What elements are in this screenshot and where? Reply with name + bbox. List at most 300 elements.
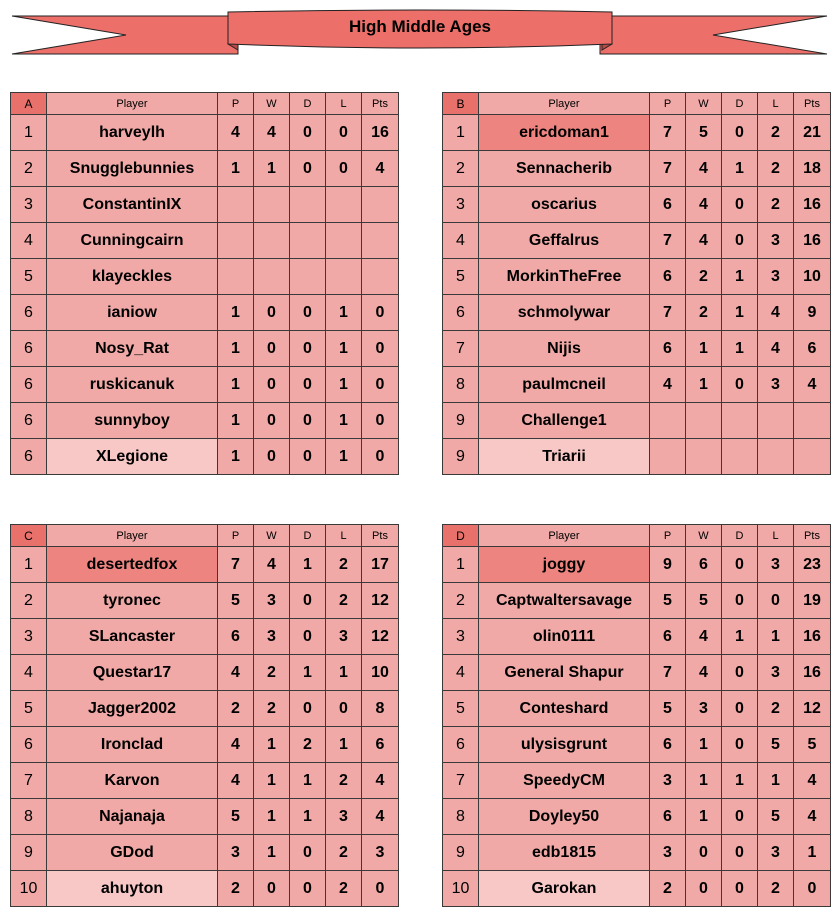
col-w: W <box>254 93 290 115</box>
row-w: 4 <box>686 187 722 223</box>
row-player: Najanaja <box>47 799 218 835</box>
row-p <box>650 403 686 439</box>
row-p: 1 <box>218 331 254 367</box>
col-player: Player <box>47 93 218 115</box>
table-row <box>443 547 831 583</box>
row-l: 0 <box>758 583 794 619</box>
row-w: 3 <box>686 691 722 727</box>
table-row <box>443 331 831 367</box>
row-w <box>686 403 722 439</box>
col-player: Player <box>47 525 218 547</box>
row-pos: 4 <box>443 223 479 259</box>
row-l <box>758 439 794 475</box>
row-pts: 0 <box>362 871 399 907</box>
col-pts: Pts <box>362 93 399 115</box>
row-pos: 1 <box>11 547 47 583</box>
row-l: 1 <box>758 619 794 655</box>
row-player: Ironclad <box>47 727 218 763</box>
row-pts: 4 <box>362 763 399 799</box>
row-w: 2 <box>254 691 290 727</box>
row-pos: 9 <box>11 835 47 871</box>
row-pos: 6 <box>11 331 47 367</box>
group-d-table <box>442 524 831 907</box>
col-pts: Pts <box>794 525 831 547</box>
row-player: ericdoman1 <box>479 115 650 151</box>
row-p: 5 <box>218 583 254 619</box>
row-l: 3 <box>758 655 794 691</box>
row-p: 4 <box>218 655 254 691</box>
row-pos: 6 <box>11 727 47 763</box>
row-l: 5 <box>758 799 794 835</box>
table-row <box>11 403 399 439</box>
row-w: 3 <box>254 583 290 619</box>
table-row <box>11 763 399 799</box>
row-p: 1 <box>218 367 254 403</box>
row-d: 0 <box>290 439 326 475</box>
table-row <box>443 439 831 475</box>
row-l: 4 <box>758 331 794 367</box>
row-pts: 16 <box>794 655 831 691</box>
row-pos: 9 <box>443 835 479 871</box>
row-d: 0 <box>290 871 326 907</box>
table-row <box>11 871 399 907</box>
row-pts: 4 <box>794 799 831 835</box>
col-p: P <box>650 93 686 115</box>
row-d: 1 <box>722 295 758 331</box>
row-d: 0 <box>290 691 326 727</box>
table-row <box>443 403 831 439</box>
table-row <box>443 583 831 619</box>
row-w: 0 <box>254 403 290 439</box>
row-d: 1 <box>290 799 326 835</box>
row-w: 0 <box>254 295 290 331</box>
row-pos: 2 <box>443 151 479 187</box>
row-l: 0 <box>326 115 362 151</box>
row-l <box>326 259 362 295</box>
row-p: 6 <box>650 331 686 367</box>
row-pts: 12 <box>362 583 399 619</box>
table-row <box>443 655 831 691</box>
row-player: Sennacherib <box>479 151 650 187</box>
row-pts: 16 <box>794 223 831 259</box>
row-player: Doyley50 <box>479 799 650 835</box>
row-w: 0 <box>254 439 290 475</box>
row-w: 1 <box>686 367 722 403</box>
col-l: L <box>758 93 794 115</box>
table-row <box>443 799 831 835</box>
row-p: 7 <box>218 547 254 583</box>
row-d: 1 <box>722 331 758 367</box>
row-pts: 17 <box>362 547 399 583</box>
row-pos: 4 <box>11 223 47 259</box>
row-l: 2 <box>758 187 794 223</box>
row-d: 0 <box>290 115 326 151</box>
table-row <box>443 367 831 403</box>
group-a-table <box>10 92 399 475</box>
table-row <box>443 259 831 295</box>
row-w: 2 <box>686 295 722 331</box>
row-w: 3 <box>254 619 290 655</box>
col-l: L <box>758 525 794 547</box>
row-d: 0 <box>722 727 758 763</box>
table-row <box>11 223 399 259</box>
row-pts: 4 <box>362 799 399 835</box>
row-w: 1 <box>686 763 722 799</box>
row-l: 1 <box>326 403 362 439</box>
row-pos: 10 <box>11 871 47 907</box>
row-d: 0 <box>722 187 758 223</box>
row-p: 7 <box>650 115 686 151</box>
row-pos: 3 <box>443 187 479 223</box>
row-w: 4 <box>686 151 722 187</box>
row-pts <box>362 259 399 295</box>
row-w: 6 <box>686 547 722 583</box>
row-p: 4 <box>218 115 254 151</box>
row-d: 0 <box>290 835 326 871</box>
row-w: 1 <box>254 727 290 763</box>
row-l: 3 <box>758 259 794 295</box>
row-player: ianiow <box>47 295 218 331</box>
row-player: Karvon <box>47 763 218 799</box>
row-l: 0 <box>326 691 362 727</box>
row-player: oscarius <box>479 187 650 223</box>
row-pts: 0 <box>362 331 399 367</box>
row-w: 1 <box>254 151 290 187</box>
row-pts: 18 <box>794 151 831 187</box>
row-l: 2 <box>758 691 794 727</box>
col-d: D <box>290 93 326 115</box>
row-player: joggy <box>479 547 650 583</box>
row-d: 0 <box>290 295 326 331</box>
row-d: 2 <box>290 727 326 763</box>
row-player: Captwaltersavage <box>479 583 650 619</box>
row-l: 3 <box>326 799 362 835</box>
row-pts: 10 <box>794 259 831 295</box>
col-d: D <box>722 525 758 547</box>
row-w: 4 <box>254 115 290 151</box>
row-l: 1 <box>326 727 362 763</box>
row-d: 0 <box>722 655 758 691</box>
row-w: 0 <box>254 331 290 367</box>
row-d: 0 <box>722 115 758 151</box>
row-player: edb1815 <box>479 835 650 871</box>
row-w <box>254 259 290 295</box>
group-letter: B <box>443 93 479 115</box>
row-d: 0 <box>722 547 758 583</box>
row-p: 6 <box>650 799 686 835</box>
row-w: 1 <box>686 727 722 763</box>
table-row <box>11 295 399 331</box>
row-pts: 0 <box>362 439 399 475</box>
row-pts: 0 <box>362 295 399 331</box>
row-l <box>758 403 794 439</box>
row-d <box>290 187 326 223</box>
row-w: 1 <box>254 763 290 799</box>
header-row <box>11 93 399 115</box>
row-l: 1 <box>326 295 362 331</box>
row-w <box>686 439 722 475</box>
row-p: 4 <box>218 727 254 763</box>
col-pts: Pts <box>794 93 831 115</box>
row-d: 0 <box>290 331 326 367</box>
table-row <box>11 727 399 763</box>
row-pts: 8 <box>362 691 399 727</box>
row-player: tyronec <box>47 583 218 619</box>
row-player: General Shapur <box>479 655 650 691</box>
row-l: 3 <box>758 835 794 871</box>
table-row <box>11 619 399 655</box>
row-player: ahuyton <box>47 871 218 907</box>
row-pts: 0 <box>362 367 399 403</box>
row-pos: 1 <box>443 547 479 583</box>
row-pos: 6 <box>11 403 47 439</box>
col-d: D <box>290 525 326 547</box>
row-p: 2 <box>650 871 686 907</box>
row-w: 4 <box>686 655 722 691</box>
table-row <box>11 367 399 403</box>
row-l: 0 <box>326 151 362 187</box>
row-player: SpeedyCM <box>479 763 650 799</box>
col-w: W <box>254 525 290 547</box>
table-row <box>11 583 399 619</box>
group-letter: A <box>11 93 47 115</box>
row-w <box>254 187 290 223</box>
row-pos: 3 <box>11 187 47 223</box>
row-l: 5 <box>758 727 794 763</box>
row-d <box>290 259 326 295</box>
row-w: 0 <box>686 835 722 871</box>
row-p: 3 <box>218 835 254 871</box>
row-d <box>722 403 758 439</box>
row-pos: 3 <box>11 619 47 655</box>
row-l: 3 <box>758 367 794 403</box>
row-p: 7 <box>650 223 686 259</box>
col-p: P <box>218 93 254 115</box>
row-d <box>722 439 758 475</box>
row-p: 1 <box>218 295 254 331</box>
header-row <box>443 525 831 547</box>
row-d: 0 <box>290 367 326 403</box>
row-pos: 1 <box>11 115 47 151</box>
row-player: olin0111 <box>479 619 650 655</box>
row-d: 1 <box>722 259 758 295</box>
row-pts: 12 <box>362 619 399 655</box>
row-pts: 23 <box>794 547 831 583</box>
row-pts: 0 <box>794 871 831 907</box>
row-p: 6 <box>650 727 686 763</box>
row-d: 1 <box>290 763 326 799</box>
row-d: 0 <box>290 403 326 439</box>
row-p: 4 <box>650 367 686 403</box>
row-l: 2 <box>326 763 362 799</box>
row-p <box>218 223 254 259</box>
row-player: ruskicanuk <box>47 367 218 403</box>
row-pts <box>794 439 831 475</box>
row-l: 1 <box>758 763 794 799</box>
header-row <box>11 525 399 547</box>
row-p: 7 <box>650 655 686 691</box>
row-d: 0 <box>290 619 326 655</box>
group-c-table <box>10 524 399 907</box>
group-letter: C <box>11 525 47 547</box>
row-player: Questar17 <box>47 655 218 691</box>
col-l: L <box>326 525 362 547</box>
table-row <box>443 223 831 259</box>
row-pts: 6 <box>362 727 399 763</box>
row-player: harveylh <box>47 115 218 151</box>
row-pos: 6 <box>11 439 47 475</box>
row-player: Triarii <box>479 439 650 475</box>
row-d: 1 <box>722 763 758 799</box>
row-pos: 9 <box>443 439 479 475</box>
row-l: 2 <box>326 871 362 907</box>
row-p: 6 <box>650 187 686 223</box>
row-player: XLegione <box>47 439 218 475</box>
table-row <box>11 799 399 835</box>
row-pts: 3 <box>362 835 399 871</box>
banner-left-tail <box>12 16 238 54</box>
row-pos: 7 <box>443 763 479 799</box>
row-pos: 6 <box>11 295 47 331</box>
row-pts: 16 <box>362 115 399 151</box>
row-pts: 0 <box>362 403 399 439</box>
row-p: 4 <box>218 763 254 799</box>
row-pts: 6 <box>794 331 831 367</box>
row-l: 3 <box>326 619 362 655</box>
row-pts: 4 <box>794 367 831 403</box>
group-letter: D <box>443 525 479 547</box>
row-pos: 2 <box>11 151 47 187</box>
row-player: ConstantinIX <box>47 187 218 223</box>
row-player: Geffalrus <box>479 223 650 259</box>
col-player: Player <box>479 525 650 547</box>
row-w: 4 <box>686 223 722 259</box>
row-pts: 10 <box>362 655 399 691</box>
table-row <box>443 727 831 763</box>
table-row <box>11 187 399 223</box>
row-pos: 10 <box>443 871 479 907</box>
row-pos: 9 <box>443 403 479 439</box>
col-p: P <box>218 525 254 547</box>
row-w: 0 <box>254 871 290 907</box>
row-pos: 8 <box>443 799 479 835</box>
row-pts: 1 <box>794 835 831 871</box>
row-d <box>290 223 326 259</box>
table-row <box>443 763 831 799</box>
row-p: 3 <box>650 835 686 871</box>
row-p <box>650 439 686 475</box>
row-pts: 16 <box>794 187 831 223</box>
table-row <box>11 331 399 367</box>
row-w: 2 <box>686 259 722 295</box>
row-w: 1 <box>686 799 722 835</box>
row-l: 2 <box>326 835 362 871</box>
row-d: 1 <box>290 655 326 691</box>
row-pos: 7 <box>11 763 47 799</box>
row-pos: 6 <box>11 367 47 403</box>
row-pts: 19 <box>794 583 831 619</box>
row-d: 0 <box>722 799 758 835</box>
table-row <box>443 835 831 871</box>
row-pts <box>794 403 831 439</box>
row-d: 1 <box>722 619 758 655</box>
row-p: 1 <box>218 151 254 187</box>
row-pos: 2 <box>11 583 47 619</box>
row-pos: 4 <box>443 655 479 691</box>
col-d: D <box>722 93 758 115</box>
table-row <box>11 115 399 151</box>
row-d: 1 <box>722 151 758 187</box>
row-p: 6 <box>650 619 686 655</box>
table-row <box>11 547 399 583</box>
row-pos: 7 <box>443 331 479 367</box>
row-player: schmolywar <box>479 295 650 331</box>
row-l <box>326 223 362 259</box>
row-player: Challenge1 <box>479 403 650 439</box>
row-l: 1 <box>326 439 362 475</box>
row-player: GDod <box>47 835 218 871</box>
row-w: 1 <box>254 799 290 835</box>
row-p <box>218 187 254 223</box>
row-pos: 8 <box>443 367 479 403</box>
row-l: 2 <box>326 583 362 619</box>
row-d: 0 <box>722 223 758 259</box>
row-d: 0 <box>290 583 326 619</box>
row-p: 7 <box>650 295 686 331</box>
row-player: Conteshard <box>479 691 650 727</box>
table-row <box>11 835 399 871</box>
page-title: High Middle Ages <box>349 17 491 36</box>
row-player: sunnyboy <box>47 403 218 439</box>
table-row <box>443 295 831 331</box>
row-pos: 2 <box>443 583 479 619</box>
row-p: 1 <box>218 439 254 475</box>
row-player: klayeckles <box>47 259 218 295</box>
row-w: 0 <box>254 367 290 403</box>
row-pts <box>362 223 399 259</box>
row-player: MorkinTheFree <box>479 259 650 295</box>
row-w: 2 <box>254 655 290 691</box>
row-d: 0 <box>722 367 758 403</box>
col-player: Player <box>479 93 650 115</box>
row-pos: 5 <box>443 691 479 727</box>
row-l: 1 <box>326 655 362 691</box>
row-player: desertedfox <box>47 547 218 583</box>
row-w: 1 <box>686 331 722 367</box>
row-pts: 4 <box>794 763 831 799</box>
row-player: Nosy_Rat <box>47 331 218 367</box>
table-row <box>11 151 399 187</box>
row-player: Cunningcairn <box>47 223 218 259</box>
row-pos: 3 <box>443 619 479 655</box>
row-player: SLancaster <box>47 619 218 655</box>
row-l: 2 <box>758 871 794 907</box>
row-p: 1 <box>218 403 254 439</box>
row-player: Jagger2002 <box>47 691 218 727</box>
col-l: L <box>326 93 362 115</box>
banner-right-tail <box>600 16 827 54</box>
row-d: 0 <box>290 151 326 187</box>
table-row <box>443 187 831 223</box>
row-pts: 16 <box>794 619 831 655</box>
group-b-table <box>442 92 831 475</box>
row-d: 1 <box>290 547 326 583</box>
row-d: 0 <box>722 583 758 619</box>
row-w: 5 <box>686 583 722 619</box>
row-p <box>218 259 254 295</box>
table-row <box>11 655 399 691</box>
table-row <box>11 259 399 295</box>
